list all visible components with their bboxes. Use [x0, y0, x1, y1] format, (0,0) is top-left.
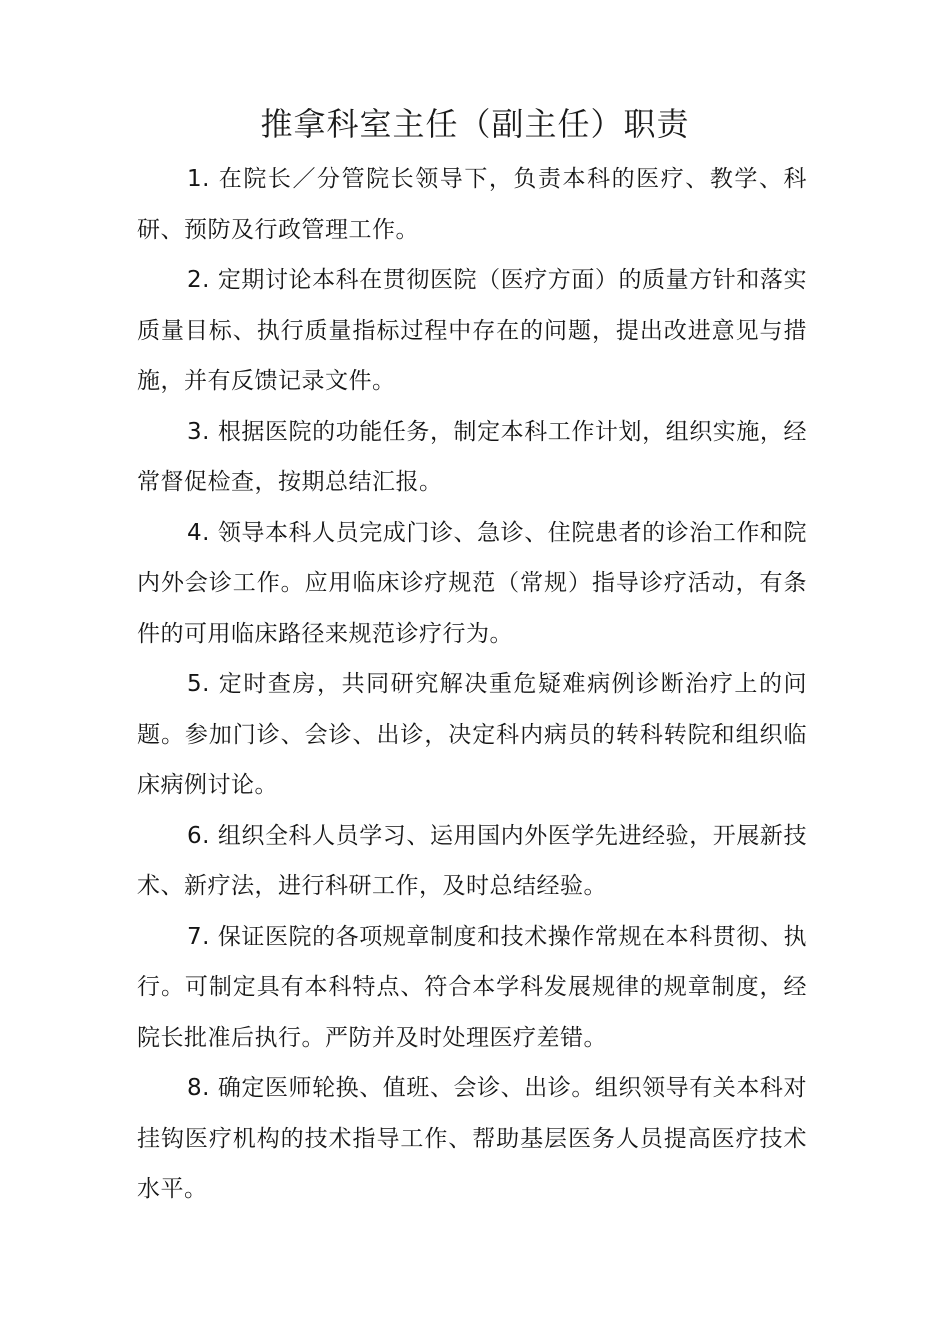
- document-title: 推拿科室主任（副主任）职责: [260, 105, 690, 143]
- duty-item-3: 3. 根据医院的功能任务，制定本科工作计划，组织实施，经常督促检查，按期总结汇报。: [137, 418, 807, 495]
- document-body: [137, 154, 807, 1215]
- duty-item-5: 5. 定时查房，共同研究解决重危疑难病例诊断治疗上的问题。参加门诊、会诊、出诊，决定科内病员的转科转院和组织临床病例讨论。: [137, 671, 807, 798]
- duty-item-2: 2. 定期讨论本科在贯彻医院（医疗方面）的质量方针和落实质量目标、执行质量指标过程中存在的问题，提出改进意见与措施，并有反馈记录文件。: [137, 267, 807, 394]
- duty-item-1: 1. 在院长／分管院长领导下，负责本科的医疗、教学、科研、预防及行政管理工作。: [137, 166, 807, 243]
- duty-item-6: 6. 组织全科人员学习、运用国内外医学先进经验，开展新技术、新疗法，进行科研工作，及时总结经验。: [137, 822, 807, 899]
- duty-item-4: 4. 领导本科人员完成门诊、急诊、住院患者的诊治工作和院内外会诊工作。应用临床诊疗规范（常规）指导诊疗活动，有条件的可用临床路径来规范诊疗行为。: [137, 519, 807, 647]
- duty-item-8: 8. 确定医师轮换、值班、会诊、出诊。组织领导有关本科对挂钩医疗机构的技术指导工作、帮助基层医务人员提高医疗技术水平。: [137, 1075, 807, 1202]
- duty-item-7: 7. 保证医院的各项规章制度和技术操作常规在本科贯彻、执行。可制定具有本科特点、符合本学科发展规律的规章制度，经院长批准后执行。严防并及时处理医疗差错。: [137, 923, 807, 1051]
